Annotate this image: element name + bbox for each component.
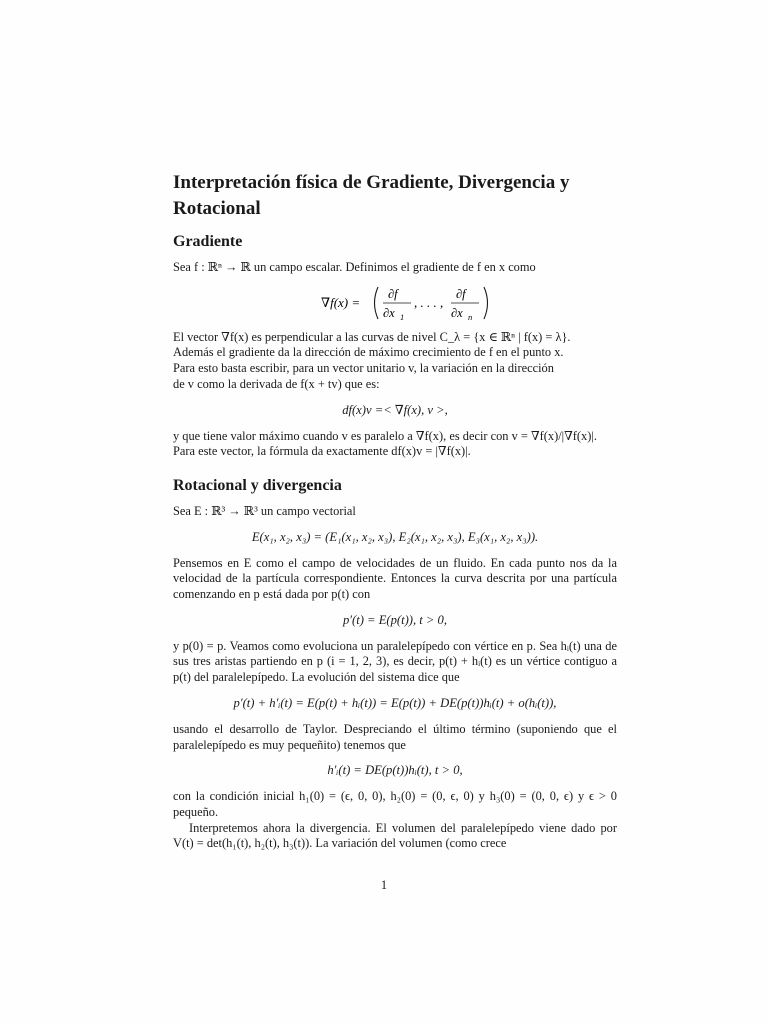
svg-text:n: n — [468, 311, 473, 322]
paragraph: usando el desarrollo de Taylor. Despreciando el último término (suponiendo que el paralelepípedo es muy pequeñito) tenemos que — [173, 721, 617, 752]
document-title: Interpretación física de Gradiente, Divergencia y Rotacional — [173, 172, 570, 219]
equation-gradient — [173, 282, 617, 324]
equation-vector-field: E(x₁, x₂, x₃) = (E₁(x₁, x₂, x₃), E₂(x₁, x₂, x₃), E₃(x₁, x₂, x₃)). — [251, 529, 539, 544]
svg-text:∂f: ∂f — [388, 286, 398, 301]
equation-directional-derivative: df(x)v =< ∇f(x), v >, — [342, 402, 448, 417]
svg-text:∂f: ∂f — [456, 286, 466, 301]
paragraph: Pensemos en E como el campo de velocidades de un fluido. En cada punto nos da la velocidad de la partícula correspondiente. Entonces la curva descrita por una partícula comenzando en p está dada por p(t) con — [173, 555, 617, 602]
text-line: Además el gradiente da la dirección de máximo crecimiento de f en el punto x. — [173, 345, 564, 360]
gradient-formula-svg — [173, 282, 617, 324]
paragraph-max-value — [173, 429, 617, 460]
paragraph: Sea E : ℝ³ → ℝ³ un campo vectorial — [173, 503, 356, 518]
text-line: El vector ∇f(x) es perpendicular a las curvas de nivel C_λ = {x ∈ ℝⁿ | f(x) = λ}. — [173, 329, 571, 344]
page-body — [173, 170, 617, 852]
equation-trajectory: p′(t) = E(p(t)), t > 0, — [342, 612, 448, 627]
equation-evolution: p′(t) + h′ᵢ(t) = E(p(t) + hᵢ(t)) = E(p(t)) + DE(p(t))hᵢ(t) + o(hᵢ(t)), — [233, 695, 557, 710]
page-number: 1 — [380, 878, 388, 892]
paragraph: con la condición inicial h₁(0) = (ϵ, 0, 0), h₂(0) = (0, ϵ, 0) y h₃(0) = (0, 0, ϵ) y ϵ > 0 pequeño. — [173, 789, 617, 819]
text-line: Para este vector, la fórmula da exactamente df(x)v = |∇f(x)|. — [173, 444, 471, 459]
svg-text:∂x: ∂x — [451, 305, 463, 320]
svg-text:1: 1 — [400, 311, 405, 322]
section-heading-rotacional: Rotacional y divergencia — [173, 476, 342, 494]
svg-text:∇f(x) =: ∇f(x) = — [321, 294, 361, 310]
paragraph: Sea f : ℝⁿ → ℝ un campo escalar. Definimos el gradiente de f en x como — [173, 260, 536, 274]
text-line: de v como la derivada de f(x + tv) que es: — [173, 376, 380, 391]
paragraph: y p(0) = p. Veamos como evoluciona un paralelepípedo con vértice en p. Sea hᵢ(t) una de sus tres aristas partiendo en p (i = 1, 2, 3), es decir, p(t) + hᵢ(t) es un vértice contiguo a p(t) del paralelepípedo. La evolución del sistema dice que — [173, 638, 617, 685]
text-line: y que tiene valor máximo cuando v es paralelo a ∇f(x), es decir con v = ∇f(x)/|∇f(x)|. — [173, 428, 597, 443]
text-line: Para esto basta escribir, para un vector unitario v, la variación en la dirección — [173, 361, 554, 376]
paragraph: Interpretemos ahora la divergencia. El volumen del paralelepípedo viene dado por V(t) = det(h₁(t), h₂(t), h₃(t)). La variación del volumen (como crece — [173, 820, 617, 851]
equation-linearized: h′ᵢ(t) = DE(p(t))hᵢ(t), t > 0, — [327, 763, 463, 778]
svg-text:, . . . ,: , . . . , — [414, 294, 444, 310]
section-heading-gradiente: Gradiente — [173, 233, 243, 250]
paragraph-gradient-properties — [173, 330, 617, 393]
svg-text:∂x: ∂x — [383, 305, 395, 320]
